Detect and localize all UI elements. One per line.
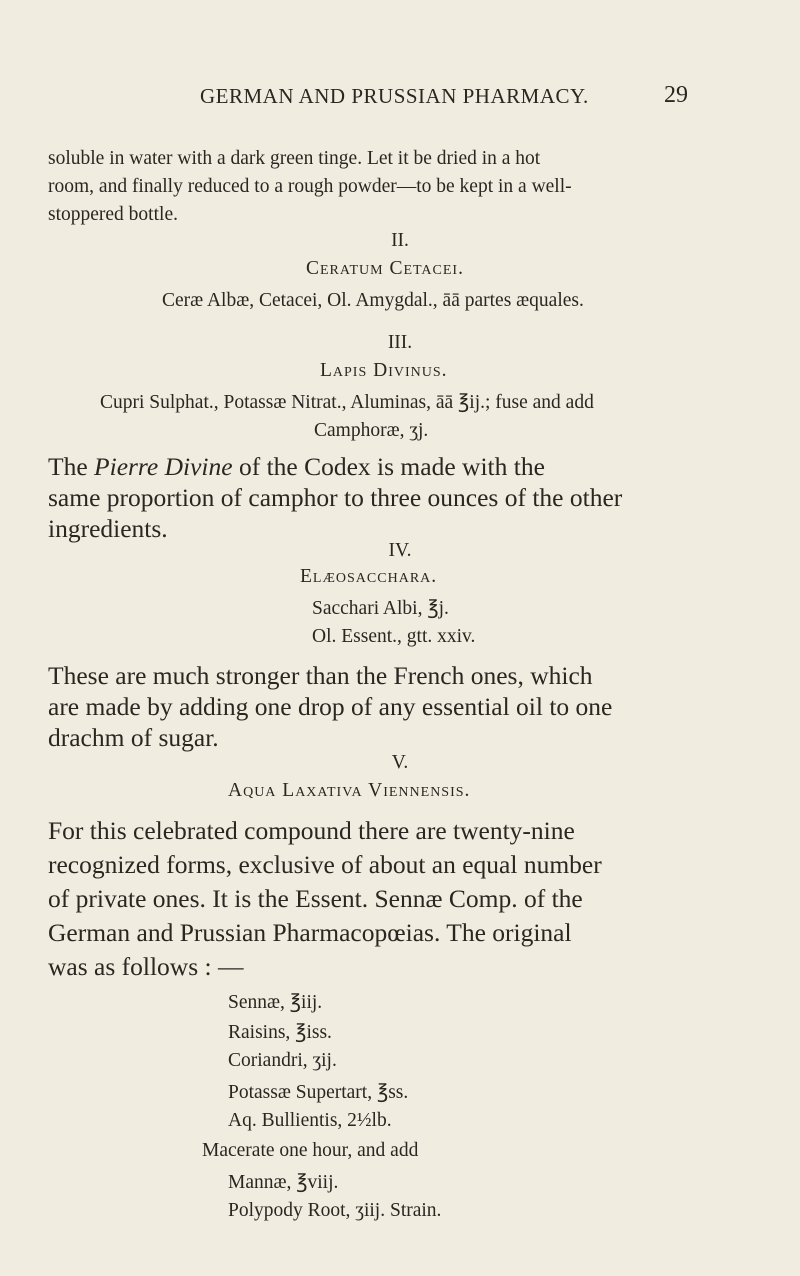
para4-line-3: of private ones. It is the Essent. Sennæ Comp. of the <box>48 884 583 913</box>
running-title: GERMAN AND PRUSSIAN PHARMACY. <box>200 84 589 108</box>
para4-line-1: For this celebrated compound there are twenty-nine <box>48 816 575 845</box>
recipe-item-3: Coriandri, ʒij. <box>228 1050 337 1071</box>
section-2-line: Ceræ Albæ, Cetacei, Ol. Amygdal., āā partes æquales. <box>162 290 584 311</box>
para2-line-2: same proportion of camphor to three ounces of the other <box>48 483 623 512</box>
para2-italic: Pierre Divine <box>94 452 233 481</box>
section-3-numeral: III. <box>387 332 413 353</box>
para2-line-1 <box>48 452 545 482</box>
section-5-numeral: V. <box>391 752 409 773</box>
recipe-instruction: Macerate one hour, and add <box>202 1140 419 1161</box>
section-5-title: Aqua Laxativa Viennensis. <box>228 780 471 801</box>
para3-line-1: These are much stronger than the French ones, which <box>48 661 593 690</box>
recipe-item-5: Aq. Bullientis, 2½lb. <box>228 1110 392 1131</box>
section-4-numeral: IV. <box>388 540 412 561</box>
para1-line-2: room, and finally reduced to a rough powder—to be kept in a well- <box>48 176 572 197</box>
para1-line-3: stoppered bottle. <box>48 204 178 225</box>
recipe-item-1: Sennæ, ℥iij. <box>228 992 323 1013</box>
section-4-line-1: Sacchari Albi, ℥j. <box>312 598 449 619</box>
recipe-item-4: Potassæ Supertart, ℥ss. <box>228 1082 409 1103</box>
section-2-numeral: II. <box>391 230 409 251</box>
section-4-title: Elæosacchara. <box>300 566 438 587</box>
section-3-line-1: Cupri Sulphat., Potassæ Nitrat., Aluminas, āā ℥ij.; fuse and add <box>100 392 594 413</box>
para4-line-5: was as follows : — <box>48 952 244 981</box>
para2-post: of the Codex is made with the <box>232 452 545 481</box>
recipe-item-2: Raisins, ℥iss. <box>228 1022 332 1043</box>
para4-line-4: German and Prussian Pharmacopœias. The original <box>48 918 572 947</box>
recipe-item-7: Polypody Root, ʒiij. Strain. <box>228 1200 442 1221</box>
section-4-line-2: Ol. Essent., gtt. xxiv. <box>312 626 476 647</box>
section-3-line-2: Camphoræ, ʒj. <box>314 420 429 441</box>
page-number: 29 <box>664 82 688 108</box>
section-2-title: Ceratum Cetacei. <box>306 258 464 279</box>
para3-line-3: drachm of sugar. <box>48 723 219 752</box>
section-3-title: Lapis Divinus. <box>320 360 448 381</box>
para2-line-3: ingredients. <box>48 514 168 543</box>
para3-line-2: are made by adding one drop of any essential oil to one <box>48 692 613 721</box>
para2-pre: The <box>48 452 95 481</box>
para4-line-2: recognized forms, exclusive of about an equal number <box>48 850 602 879</box>
para1-line-1: soluble in water with a dark green tinge. Let it be dried in a hot <box>48 148 541 169</box>
recipe-item-6: Mannæ, ℥viij. <box>228 1172 339 1193</box>
